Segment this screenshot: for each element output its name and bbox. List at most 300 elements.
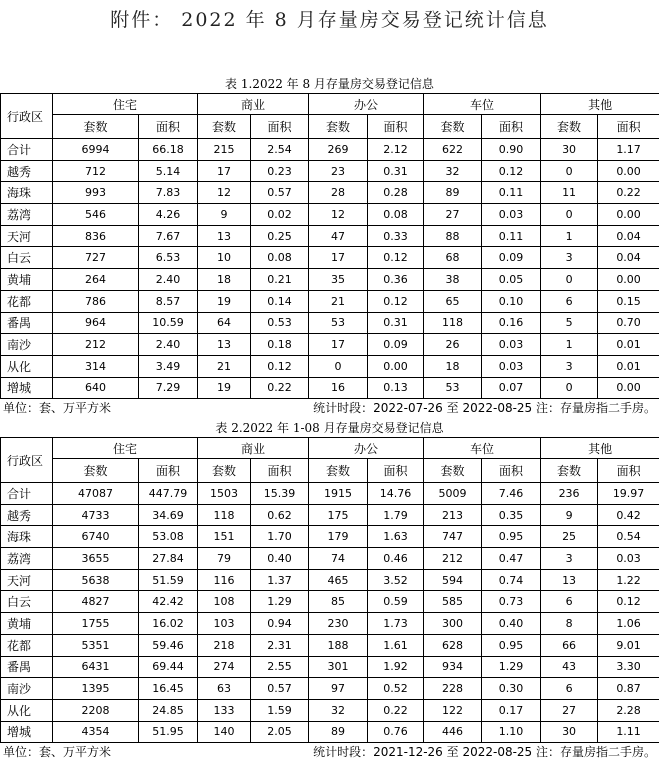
region-name: 南沙 [1, 334, 53, 356]
area-cell: 0.07 [482, 377, 541, 399]
area-cell: 0.08 [251, 247, 309, 269]
area-cell: 0.52 [368, 678, 424, 700]
period-note: 统计时段：2021-12-26 至 2022-08-25 注：存量房指二手房。 [313, 745, 656, 759]
count-cell: 264 [53, 269, 139, 291]
count-cell: 12 [309, 204, 368, 226]
count-cell: 175 [309, 504, 368, 526]
count-cell: 0 [541, 160, 598, 182]
area-cell: 34.69 [139, 504, 198, 526]
area-cell: 0.90 [482, 139, 541, 161]
count-cell: 269 [309, 139, 368, 161]
count-cell: 43 [541, 656, 598, 678]
area-cell: 0.35 [482, 504, 541, 526]
area-cell: 0.33 [368, 225, 424, 247]
count-cell: 89 [309, 721, 368, 743]
area-cell: 0.17 [482, 699, 541, 721]
count-cell: 1503 [198, 483, 251, 505]
category-header: 其他 [541, 94, 659, 115]
area-cell: 0.03 [482, 355, 541, 377]
area-cell: 4.26 [139, 204, 198, 226]
category-header: 车位 [424, 438, 541, 459]
count-cell: 2208 [53, 699, 139, 721]
count-cell: 274 [198, 656, 251, 678]
region-name: 海珠 [1, 526, 53, 548]
count-cell: 6 [541, 290, 598, 312]
area-cell: 15.39 [251, 483, 309, 505]
area-cell: 0.40 [251, 548, 309, 570]
table-row [1, 548, 659, 570]
area-cell: 0.53 [251, 312, 309, 334]
count-cell: 546 [53, 204, 139, 226]
count-cell: 236 [541, 483, 598, 505]
table-row [1, 634, 659, 656]
region-name: 增城 [1, 721, 53, 743]
area-cell: 0.30 [482, 678, 541, 700]
count-cell: 12 [198, 182, 251, 204]
count-cell: 3 [541, 247, 598, 269]
area-cell: 0.57 [251, 678, 309, 700]
area-cell: 0.73 [482, 591, 541, 613]
area-cell: 1.06 [598, 613, 659, 635]
table-row [1, 699, 659, 721]
area-cell: 7.29 [139, 377, 198, 399]
count-cell: 25 [541, 526, 598, 548]
region-name: 天河 [1, 569, 53, 591]
region-name: 天河 [1, 225, 53, 247]
count-cell: 934 [424, 656, 482, 678]
area-cell: 2.28 [598, 699, 659, 721]
area-cell: 0.00 [598, 269, 659, 291]
area-cell: 0.10 [482, 290, 541, 312]
count-cell: 27 [541, 699, 598, 721]
area-cell: 0.00 [598, 204, 659, 226]
region-name: 越秀 [1, 504, 53, 526]
count-cell: 188 [309, 634, 368, 656]
area-cell: 3.49 [139, 355, 198, 377]
region-name: 白云 [1, 591, 53, 613]
area-cell: 0.02 [251, 204, 309, 226]
area-cell: 42.42 [139, 591, 198, 613]
count-cell: 179 [309, 526, 368, 548]
area-cell: 0.23 [251, 160, 309, 182]
count-cell: 314 [53, 355, 139, 377]
area-cell: 0.74 [482, 569, 541, 591]
count-cell: 5351 [53, 634, 139, 656]
count-header: 套数 [198, 115, 251, 139]
area-cell: 0.22 [598, 182, 659, 204]
count-cell: 21 [198, 355, 251, 377]
count-cell: 89 [424, 182, 482, 204]
area-cell: 3.52 [368, 569, 424, 591]
area-cell: 0.01 [598, 355, 659, 377]
count-cell: 993 [53, 182, 139, 204]
count-cell: 18 [424, 355, 482, 377]
area-cell: 0.42 [598, 504, 659, 526]
area-cell: 0.31 [368, 160, 424, 182]
count-cell: 26 [424, 334, 482, 356]
area-header: 面积 [139, 459, 198, 483]
count-cell: 585 [424, 591, 482, 613]
category-header: 住宅 [53, 438, 198, 459]
count-cell: 65 [424, 290, 482, 312]
count-cell: 446 [424, 721, 482, 743]
area-header: 面积 [251, 459, 309, 483]
count-cell: 301 [309, 656, 368, 678]
table-row [1, 312, 659, 334]
area-cell: 59.46 [139, 634, 198, 656]
count-cell: 151 [198, 526, 251, 548]
area-cell: 3.30 [598, 656, 659, 678]
area-cell: 0.16 [482, 312, 541, 334]
count-cell: 35 [309, 269, 368, 291]
area-cell: 0.04 [598, 225, 659, 247]
count-cell: 19 [198, 290, 251, 312]
count-cell: 4354 [53, 721, 139, 743]
table-row [1, 591, 659, 613]
area-cell: 2.05 [251, 721, 309, 743]
unit-note: 单位：套、万平方米 [3, 401, 112, 415]
area-header: 面积 [598, 459, 659, 483]
count-header: 套数 [541, 115, 598, 139]
count-cell: 8 [541, 613, 598, 635]
count-cell: 28 [309, 182, 368, 204]
area-cell: 0.47 [482, 548, 541, 570]
count-cell: 212 [424, 548, 482, 570]
table-row [1, 721, 659, 743]
area-cell: 19.97 [598, 483, 659, 505]
area-cell: 1.11 [598, 721, 659, 743]
count-cell: 594 [424, 569, 482, 591]
count-header: 套数 [53, 115, 139, 139]
area-cell: 0.14 [251, 290, 309, 312]
area-cell: 0.13 [368, 377, 424, 399]
count-cell: 74 [309, 548, 368, 570]
count-cell: 97 [309, 678, 368, 700]
count-cell: 79 [198, 548, 251, 570]
area-cell: 0.03 [598, 548, 659, 570]
area-cell: 0.46 [368, 548, 424, 570]
area-cell: 0.05 [482, 269, 541, 291]
count-cell: 1755 [53, 613, 139, 635]
area-cell: 16.02 [139, 613, 198, 635]
table-2-caption: 表 2.2022 年 1-08 月存量房交易登记信息 [215, 421, 444, 435]
period-note: 统计时段：2022-07-26 至 2022-08-25 注：存量房指二手房。 [313, 401, 656, 415]
table-1-footer [0, 397, 659, 415]
table-row [1, 569, 659, 591]
count-cell: 1395 [53, 678, 139, 700]
table-2-footer [0, 741, 659, 759]
area-header: 面积 [368, 459, 424, 483]
count-cell: 133 [198, 699, 251, 721]
area-cell: 24.85 [139, 699, 198, 721]
area-cell: 0.01 [598, 334, 659, 356]
table-row [1, 204, 659, 226]
count-cell: 3 [541, 355, 598, 377]
area-cell: 0.00 [598, 160, 659, 182]
area-cell: 0.12 [598, 591, 659, 613]
area-cell: 16.45 [139, 678, 198, 700]
count-cell: 3655 [53, 548, 139, 570]
table-row [1, 678, 659, 700]
count-cell: 228 [424, 678, 482, 700]
count-cell: 5638 [53, 569, 139, 591]
count-cell: 1 [541, 334, 598, 356]
area-cell: 51.59 [139, 569, 198, 591]
table-row [1, 613, 659, 635]
region-name: 增城 [1, 377, 53, 399]
table-row [1, 225, 659, 247]
table-row [1, 290, 659, 312]
area-cell: 7.46 [482, 483, 541, 505]
count-cell: 64 [198, 312, 251, 334]
count-cell: 4827 [53, 591, 139, 613]
count-cell: 3 [541, 548, 598, 570]
area-cell: 0.11 [482, 182, 541, 204]
area-header: 面积 [482, 459, 541, 483]
count-cell: 88 [424, 225, 482, 247]
category-header: 商业 [198, 94, 309, 115]
area-cell: 0.95 [482, 526, 541, 548]
area-cell: 0.22 [368, 699, 424, 721]
area-cell: 51.95 [139, 721, 198, 743]
count-cell: 5 [541, 312, 598, 334]
count-cell: 0 [309, 355, 368, 377]
area-cell: 2.40 [139, 334, 198, 356]
region-name: 花都 [1, 634, 53, 656]
area-header: 面积 [598, 115, 659, 139]
count-cell: 38 [424, 269, 482, 291]
count-cell: 4733 [53, 504, 139, 526]
count-cell: 18 [198, 269, 251, 291]
count-cell: 122 [424, 699, 482, 721]
area-cell: 2.40 [139, 269, 198, 291]
category-header: 办公 [309, 438, 424, 459]
area-cell: 1.63 [368, 526, 424, 548]
area-cell: 1.29 [482, 656, 541, 678]
area-cell: 0.08 [368, 204, 424, 226]
count-cell: 63 [198, 678, 251, 700]
region-name: 白云 [1, 247, 53, 269]
area-cell: 0.28 [368, 182, 424, 204]
count-cell: 6431 [53, 656, 139, 678]
area-cell: 0.22 [251, 377, 309, 399]
table-row [1, 526, 659, 548]
category-header: 办公 [309, 94, 424, 115]
count-cell: 118 [198, 504, 251, 526]
count-cell: 13 [198, 225, 251, 247]
area-cell: 1.79 [368, 504, 424, 526]
region-name: 番禺 [1, 656, 53, 678]
area-cell: 1.61 [368, 634, 424, 656]
table-row [1, 182, 659, 204]
area-cell: 1.92 [368, 656, 424, 678]
area-cell: 0.12 [368, 290, 424, 312]
table-1-caption: 表 1.2022 年 8 月存量房交易登记信息 [225, 77, 434, 91]
region-name: 荔湾 [1, 548, 53, 570]
area-cell: 0.40 [482, 613, 541, 635]
area-cell: 447.79 [139, 483, 198, 505]
area-cell: 0.76 [368, 721, 424, 743]
area-cell: 0.00 [368, 355, 424, 377]
area-cell: 0.54 [598, 526, 659, 548]
area-cell: 8.57 [139, 290, 198, 312]
table-row [1, 334, 659, 356]
count-cell: 53 [309, 312, 368, 334]
area-cell: 9.01 [598, 634, 659, 656]
count-cell: 32 [309, 699, 368, 721]
count-cell: 0 [541, 377, 598, 399]
count-cell: 85 [309, 591, 368, 613]
count-cell: 230 [309, 613, 368, 635]
table-row [1, 139, 659, 161]
count-header: 套数 [309, 115, 368, 139]
count-cell: 628 [424, 634, 482, 656]
count-cell: 47 [309, 225, 368, 247]
count-cell: 17 [198, 160, 251, 182]
area-header: 面积 [139, 115, 198, 139]
count-cell: 622 [424, 139, 482, 161]
region-header: 行政区 [1, 438, 53, 483]
area-cell: 0.18 [251, 334, 309, 356]
area-cell: 0.36 [368, 269, 424, 291]
count-cell: 465 [309, 569, 368, 591]
count-cell: 66 [541, 634, 598, 656]
area-cell: 0.03 [482, 204, 541, 226]
count-cell: 21 [309, 290, 368, 312]
area-cell: 0.31 [368, 312, 424, 334]
region-name: 从化 [1, 699, 53, 721]
area-cell: 1.70 [251, 526, 309, 548]
region-name: 海珠 [1, 182, 53, 204]
region-name: 从化 [1, 355, 53, 377]
region-name: 合计 [1, 483, 53, 505]
area-cell: 0.12 [368, 247, 424, 269]
area-cell: 66.18 [139, 139, 198, 161]
count-cell: 47087 [53, 483, 139, 505]
unit-note: 单位：套、万平方米 [3, 745, 112, 759]
count-cell: 727 [53, 247, 139, 269]
count-cell: 13 [541, 569, 598, 591]
area-cell: 27.84 [139, 548, 198, 570]
count-header: 套数 [53, 459, 139, 483]
count-cell: 836 [53, 225, 139, 247]
area-cell: 0.95 [482, 634, 541, 656]
count-cell: 215 [198, 139, 251, 161]
count-cell: 11 [541, 182, 598, 204]
count-cell: 10 [198, 247, 251, 269]
area-cell: 0.04 [598, 247, 659, 269]
count-cell: 1915 [309, 483, 368, 505]
count-cell: 19 [198, 377, 251, 399]
area-cell: 0.21 [251, 269, 309, 291]
area-cell: 7.83 [139, 182, 198, 204]
table-row [1, 269, 659, 291]
count-cell: 213 [424, 504, 482, 526]
count-cell: 6994 [53, 139, 139, 161]
count-cell: 212 [53, 334, 139, 356]
table-row [1, 656, 659, 678]
area-cell: 0.03 [482, 334, 541, 356]
area-cell: 69.44 [139, 656, 198, 678]
area-cell: 0.57 [251, 182, 309, 204]
count-cell: 118 [424, 312, 482, 334]
region-name: 花都 [1, 290, 53, 312]
count-header: 套数 [198, 459, 251, 483]
count-cell: 6 [541, 678, 598, 700]
area-cell: 0.09 [482, 247, 541, 269]
count-cell: 786 [53, 290, 139, 312]
area-cell: 0.62 [251, 504, 309, 526]
area-cell: 0.59 [368, 591, 424, 613]
table-row [1, 247, 659, 269]
count-cell: 32 [424, 160, 482, 182]
table-row [1, 377, 659, 399]
count-cell: 13 [198, 334, 251, 356]
area-cell: 10.59 [139, 312, 198, 334]
table-2 [0, 437, 659, 743]
area-cell: 0.15 [598, 290, 659, 312]
area-cell: 0.11 [482, 225, 541, 247]
category-header: 商业 [198, 438, 309, 459]
category-header: 住宅 [53, 94, 198, 115]
region-name: 荔湾 [1, 204, 53, 226]
count-cell: 747 [424, 526, 482, 548]
document-title: 附件： 2022 年 8 月存量房交易登记统计信息 [110, 9, 549, 31]
count-cell: 16 [309, 377, 368, 399]
count-header: 套数 [541, 459, 598, 483]
count-cell: 964 [53, 312, 139, 334]
area-cell: 0.12 [251, 355, 309, 377]
area-cell: 0.25 [251, 225, 309, 247]
count-cell: 17 [309, 247, 368, 269]
count-cell: 300 [424, 613, 482, 635]
area-cell: 1.29 [251, 591, 309, 613]
area-cell: 0.70 [598, 312, 659, 334]
area-cell: 6.53 [139, 247, 198, 269]
area-header: 面积 [251, 115, 309, 139]
count-cell: 30 [541, 721, 598, 743]
area-cell: 1.73 [368, 613, 424, 635]
count-cell: 0 [541, 204, 598, 226]
count-cell: 640 [53, 377, 139, 399]
area-cell: 0.00 [598, 377, 659, 399]
region-name: 黄埔 [1, 269, 53, 291]
area-cell: 2.55 [251, 656, 309, 678]
count-header: 套数 [424, 115, 482, 139]
count-cell: 68 [424, 247, 482, 269]
count-cell: 9 [541, 504, 598, 526]
area-cell: 0.12 [482, 160, 541, 182]
area-cell: 1.59 [251, 699, 309, 721]
count-cell: 6740 [53, 526, 139, 548]
category-header: 车位 [424, 94, 541, 115]
region-header: 行政区 [1, 94, 53, 139]
count-cell: 5009 [424, 483, 482, 505]
area-cell: 0.09 [368, 334, 424, 356]
area-header: 面积 [368, 115, 424, 139]
count-cell: 103 [198, 613, 251, 635]
region-name: 合计 [1, 139, 53, 161]
area-cell: 1.22 [598, 569, 659, 591]
count-cell: 23 [309, 160, 368, 182]
count-cell: 53 [424, 377, 482, 399]
area-cell: 2.54 [251, 139, 309, 161]
count-header: 套数 [309, 459, 368, 483]
area-cell: 1.17 [598, 139, 659, 161]
area-cell: 7.67 [139, 225, 198, 247]
area-cell: 2.31 [251, 634, 309, 656]
table-row [1, 483, 659, 505]
